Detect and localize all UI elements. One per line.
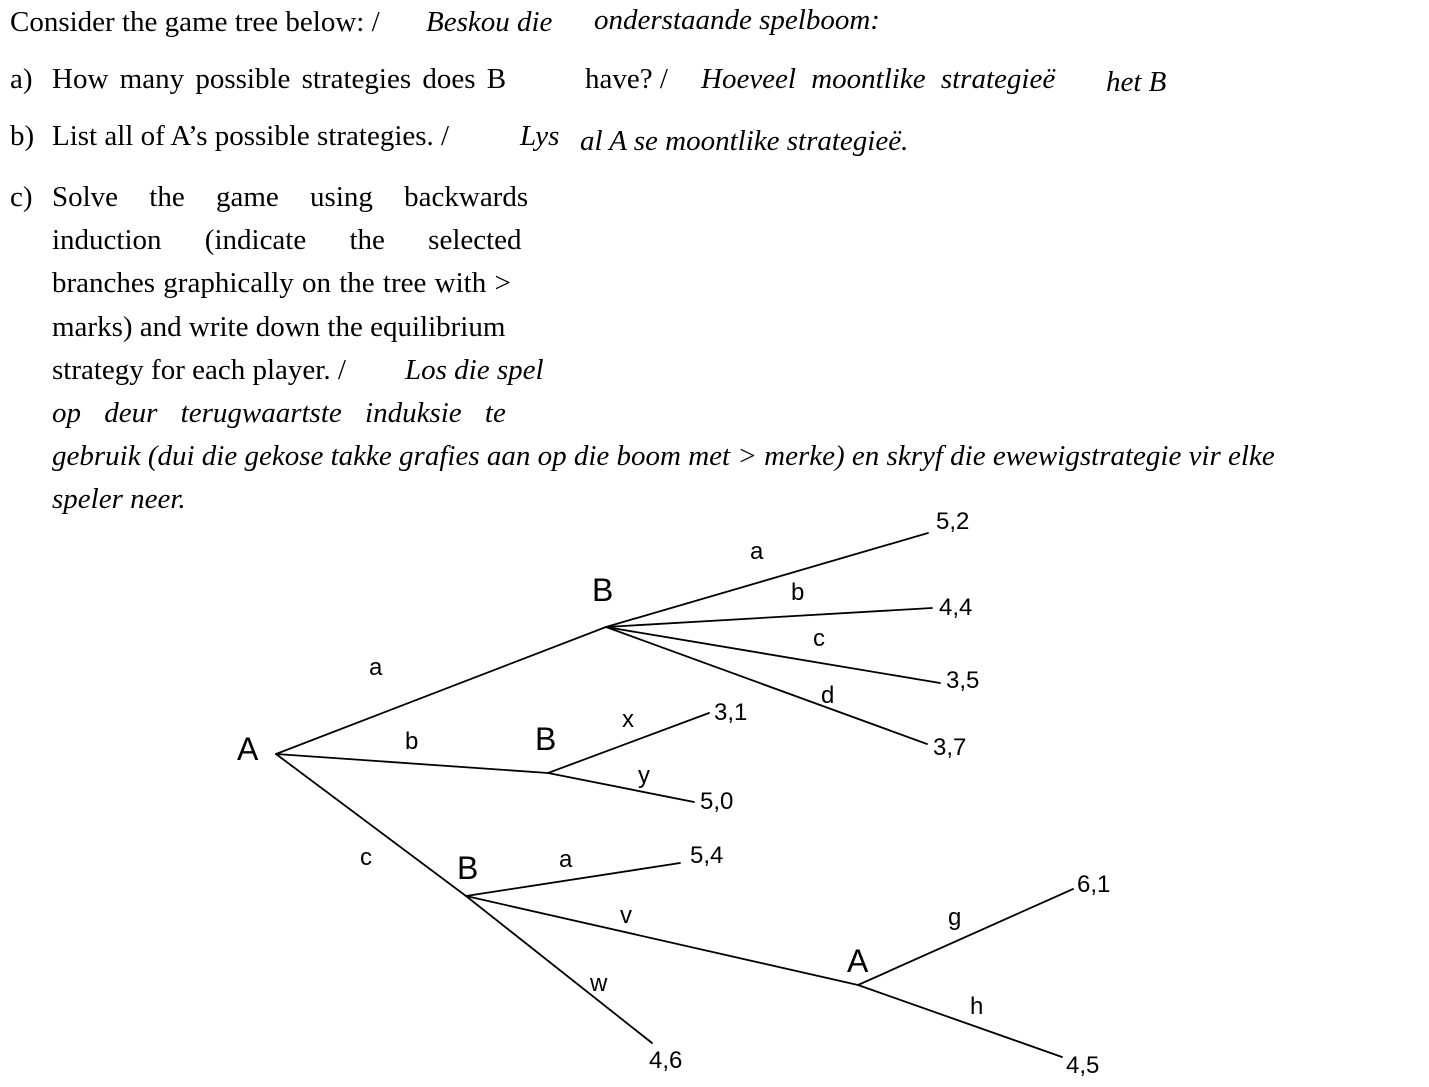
node-a-lower: A [847,943,869,979]
question-c-line3: branches graphically on the tree with > [52,267,511,299]
edge-lower-g [858,889,1073,985]
question-a-en-part1: How many possible strategies does B [52,63,507,95]
intro-en: Consider the game tree below: / [10,6,380,38]
payoff-bottom-a: 5,4 [690,842,724,869]
question-c-line8-af: speler neer. [52,483,186,515]
payoff-lower-g: 6,1 [1077,871,1111,898]
edge-top-d [606,627,927,744]
question-a-marker: a) [10,63,33,95]
label-mid-x: x [622,706,634,733]
node-b-mid: B [535,721,557,757]
payoff-lower-h: 4,5 [1066,1052,1100,1079]
question-a-af-part1: Hoeveel moontlike strategieë [701,63,1056,95]
question-c-line5-af: Los die spel [405,354,544,386]
payoff-top-b: 4,4 [939,594,973,621]
node-b-top: B [592,572,614,608]
question-a-en-part2: have? / [585,63,668,95]
intro-af-part1: Beskou die [426,6,553,38]
payoff-top-d: 3,7 [933,734,967,761]
payoff-bottom-w: 4,6 [649,1047,683,1074]
label-mid-y: y [638,762,650,789]
question-b-en: List all of A’s possible strategies. / [52,120,450,152]
question-c-line1: Solve the game using backwards [52,181,529,213]
label-top-d: d [821,682,835,709]
edge-lower-h [858,985,1062,1057]
payoff-top-c: 3,5 [946,667,980,694]
payoff-top-a: 5,2 [936,508,970,535]
label-root-a: a [369,654,383,681]
node-b-bottom: B [457,850,479,886]
payoff-mid-x: 3,1 [714,699,748,726]
question-c-line2: induction (indicate the selected [52,224,522,256]
label-root-c: c [360,844,372,871]
question-b-af-part1: Lys [520,120,560,152]
label-bottom-v: v [620,902,632,929]
label-top-b: b [791,579,805,606]
label-top-c: c [813,625,825,652]
question-c-marker: c) [10,181,33,213]
intro-af-part2: onderstaande spelboom: [594,4,880,36]
edge-mid-y [548,773,694,802]
edge-root-a [276,627,606,754]
edge-root-c [276,754,466,896]
question-b-af-part2: al A se moontlike strategieë. [580,125,909,157]
question-c-line7-af: gebruik (dui die gekose takke grafies aan op die boom met > merke) en skryf die ewewigstrategie vir elke [52,440,1275,472]
question-c-line5-en: strategy for each player. / [52,354,346,386]
payoff-mid-y: 5,0 [700,788,734,815]
question-c-line4: marks) and write down the equilibrium [52,311,506,343]
question-a-af-part2: het B [1106,66,1167,98]
edge-bottom-a [466,863,680,896]
label-bottom-a: a [559,846,573,873]
label-bottom-w: w [590,970,608,997]
node-root-a: A [237,731,259,767]
label-root-b: b [405,728,419,755]
question-c-line6-af: op deur terugwaartste induksie te [52,397,506,429]
edge-top-c [606,627,940,683]
edge-top-a [606,533,928,627]
label-lower-g: g [948,904,962,931]
edge-root-b [276,754,548,773]
question-b-marker: b) [10,120,35,152]
edge-bottom-v [466,896,858,985]
label-top-a: a [750,538,764,565]
edge-top-b [606,608,932,627]
label-lower-h: h [970,993,984,1020]
